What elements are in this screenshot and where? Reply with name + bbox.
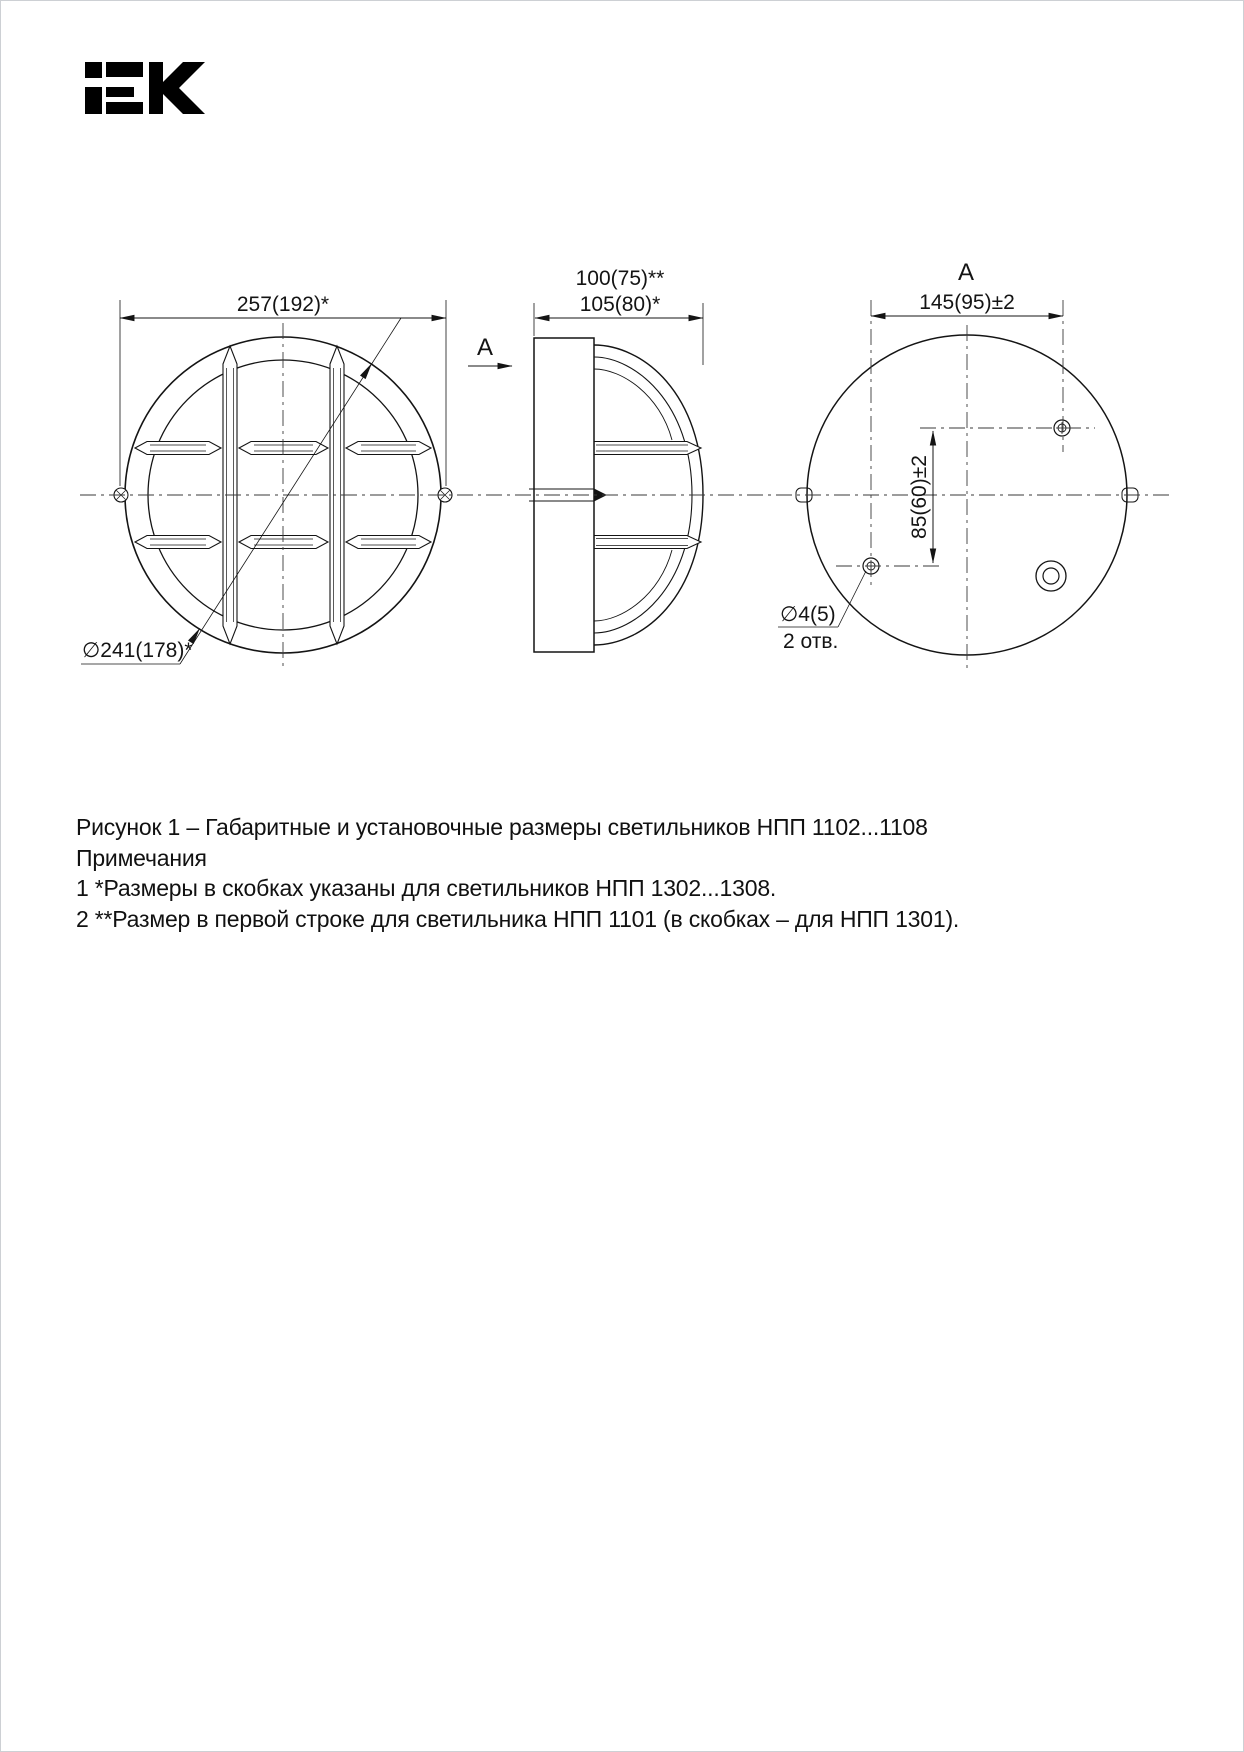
- hole-count-label: 2 отв.: [783, 630, 839, 653]
- back-dimensions: [778, 259, 1063, 653]
- side-grill-ring-bottom: [594, 536, 701, 549]
- cable-entry-hole: [1036, 561, 1066, 591]
- side-diffuser-profile-top: [594, 369, 672, 440]
- hole-diameter-label: ∅4(5): [780, 603, 836, 626]
- front-width-dimension: 257(192)*: [236, 293, 330, 316]
- front-dimensions: [81, 293, 446, 664]
- logo-e-mid-bar: [106, 87, 134, 97]
- caption-note-2: 2 **Размер в первой строке для светильника НПП 1101 (в скобках – для НПП 1301).: [76, 905, 960, 932]
- back-holes-span-dimension: 145(95)±2: [919, 291, 1015, 314]
- view-direction-label: A: [476, 334, 494, 361]
- logo-e-bottom-bar: [106, 102, 143, 114]
- logo-i-dot: [85, 62, 102, 78]
- side-depth-dimension-line2: 105(80)*: [579, 293, 661, 316]
- logo-k: [149, 62, 205, 114]
- logo-i-stem: [85, 87, 102, 114]
- centerlines: [80, 300, 1172, 668]
- side-grill-ring-top: [594, 442, 701, 455]
- side-diffuser-profile-bottom: [594, 550, 672, 621]
- caption-note-1: 1 *Размеры в скобках указаны для светильников НПП 1302...1308.: [76, 875, 777, 901]
- caption-notes-heading: Примечания: [76, 844, 207, 871]
- side-depth-dimension-line1: 100(75)**: [575, 267, 665, 290]
- back-holes-vertical-dimension: 85(60)±2: [908, 455, 931, 539]
- iek-logo: [85, 62, 205, 114]
- back-view-title: A: [957, 259, 975, 286]
- figure-caption: [76, 812, 1176, 934]
- caption-figure-title: Рисунок 1 – Габаритные и установочные размеры светильников НПП 1102...1108: [76, 814, 928, 840]
- front-diameter-label: ∅241(178)*: [82, 639, 193, 662]
- hole-diameter-leader: [838, 571, 866, 627]
- logo-e-top-bar: [106, 62, 143, 77]
